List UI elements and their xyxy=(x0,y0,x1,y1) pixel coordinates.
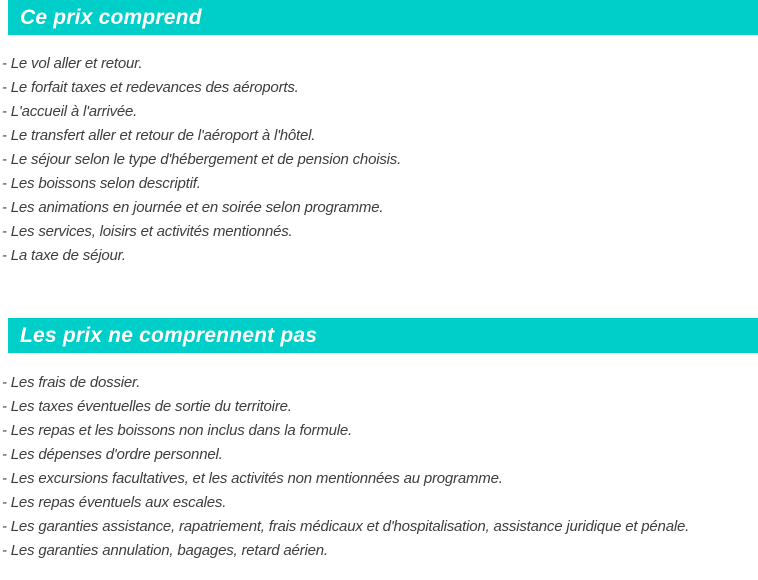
section-header-included xyxy=(8,0,758,35)
list-item: - Les garanties annulation, bagages, retard aérien. xyxy=(2,542,328,559)
section-price-excluded xyxy=(0,318,758,563)
list-item: - Les frais de dossier. xyxy=(2,374,141,391)
section-title-excluded: Les prix ne comprennent pas xyxy=(20,323,318,347)
list-item: - Le transfert aller et retour de l'aéroport à l'hôtel. xyxy=(2,127,316,144)
section-title-included: Ce prix comprend xyxy=(20,5,202,29)
list-item: - Les animations en journée et en soirée selon programme. xyxy=(2,199,384,216)
list-item: - Les taxes éventuelles de sortie du territoire. xyxy=(2,398,292,415)
list-item: - Les garanties assistance, rapatriement, frais médicaux et d'hospitalisation, assistance juridique et pénale. xyxy=(2,518,690,535)
list-item: - Les excursions facultatives, et les activités non mentionnées au programme. xyxy=(2,470,503,487)
section-price-included xyxy=(0,0,758,268)
list-item: - Les boissons selon descriptif. xyxy=(2,175,201,192)
list-item: - Le forfait taxes et redevances des aéroports. xyxy=(2,79,299,96)
list-item: - Le séjour selon le type d'hébergement et de pension choisis. xyxy=(2,151,402,168)
list-item: - Le vol aller et retour. xyxy=(2,55,143,72)
included-items-list xyxy=(0,52,758,268)
excluded-items-list xyxy=(0,371,758,563)
section-header-excluded xyxy=(8,318,758,353)
list-item: - Les dépenses d'ordre personnel. xyxy=(2,446,223,463)
list-item: - L'accueil à l'arrivée. xyxy=(2,103,138,120)
list-item: - La taxe de séjour. xyxy=(2,247,126,264)
list-item: - Les repas éventuels aux escales. xyxy=(2,494,227,511)
list-item: - Les repas et les boissons non inclus dans la formule. xyxy=(2,422,353,439)
list-item: - Les services, loisirs et activités mentionnés. xyxy=(2,223,293,240)
